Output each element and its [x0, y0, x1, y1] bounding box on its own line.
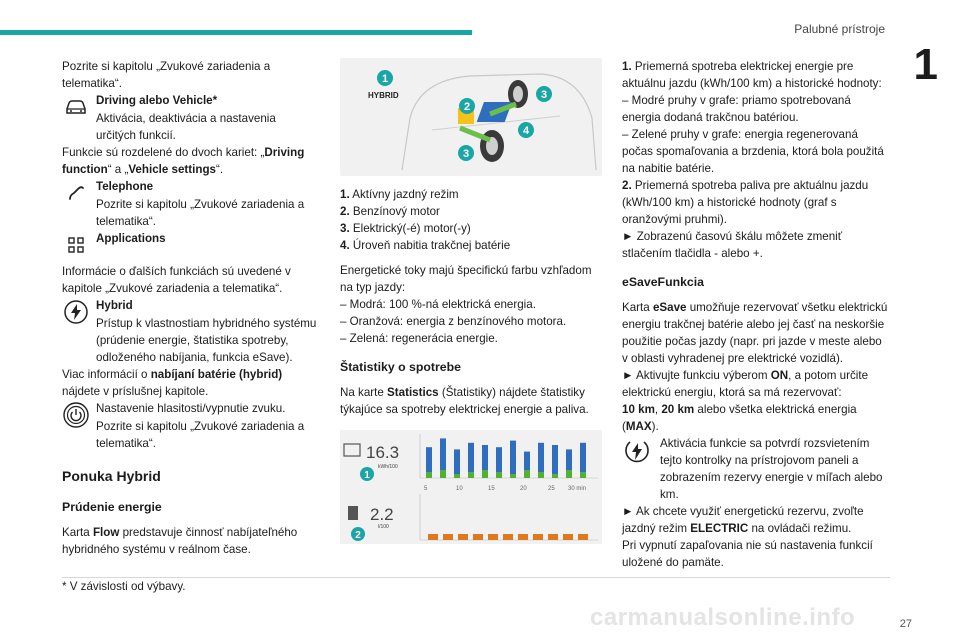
- regen-bar: [580, 472, 586, 478]
- x-tick: 15: [488, 486, 495, 492]
- regen-bar: [482, 470, 488, 478]
- hybrid-bolt-icon: [62, 298, 90, 326]
- electric-value: 16.3: [366, 443, 400, 462]
- electric-bar: [482, 445, 488, 470]
- legend-item: 2. Benzínový motor: [340, 205, 440, 218]
- fuel-bar: [458, 534, 468, 540]
- volume-text: Pozrite si kapitolu „Zvukové zariadenia a telematika“.: [96, 420, 305, 450]
- electric-bar: [538, 443, 544, 472]
- fuel-bar: [518, 534, 528, 540]
- x-tick: 20: [520, 486, 527, 492]
- telephone-title: Telephone: [96, 180, 154, 193]
- svg-text:1: 1: [381, 73, 389, 85]
- statistics-screen-illustration: [340, 430, 602, 544]
- stats-text: Na karte Statistics (Štatistiky) nájdete štatistiky týkajúce sa spotreby elektrickej energie a paliva.: [340, 386, 589, 416]
- fuel-pump-icon: [348, 506, 358, 520]
- section-title: Palubné prístroje: [794, 22, 885, 36]
- scale-text: ► Zobrazenú časovú škálu môžete zmeniť stlačením tlačidla - alebo +.: [622, 230, 843, 260]
- column-right: [622, 58, 890, 571]
- regen-bar: [426, 472, 432, 478]
- electric-bar: [510, 441, 516, 474]
- column-left: [62, 58, 317, 558]
- svg-text:3: 3: [462, 148, 470, 160]
- stats-heading: Štatistiky o spotrebe: [340, 360, 461, 374]
- fuel-bar: [548, 534, 558, 540]
- esave-text: Karta eSave umožňuje rezervovať všetku elektrickú energiu trakčnej batérie alebo jej časť na neskoršie použitie počas jazdy (napr. pri jazde v meste alebo v oblasti vyhradenej pre elektrické vozidlá).: [622, 301, 888, 365]
- svg-text:1: 1: [364, 470, 370, 481]
- fuel-bar: [428, 534, 438, 540]
- regen-bar: [440, 470, 446, 478]
- confirm-item: [622, 435, 890, 503]
- driving-title: Driving alebo Vehicle*: [96, 94, 218, 107]
- fuel-bar: [503, 534, 513, 540]
- p1-text: 1. Priemerná spotreba elektrickej energie pre aktuálnu jazdu (kWh/100 km) a historické hodnoty:: [622, 60, 882, 90]
- legend-item: 1. Aktívny jazdný režim: [340, 188, 459, 201]
- p1-green: – Zelené pruhy v grafe: energia regenerovaná počas spomaľovania a brzdenia, ktorá bola použitá na nabitie batérie.: [622, 128, 884, 175]
- fuel-bar: [443, 534, 453, 540]
- x-tick: 30 min: [568, 486, 587, 492]
- flows-intro: Energetické toky majú špecifickú farbu vzhľadom na typ jazdy:: [340, 264, 592, 294]
- off-text: Pri vypnutí zapaľovania nie sú nastavenia funkcií uložené do pamäte.: [622, 539, 873, 569]
- hybrid-text: Prístup k vlastnostiam hybridného systému (prúdenie energie, štatistika spotreby, odloženého nabíjania, funkcia eSave).: [96, 317, 317, 364]
- electric-bar: [580, 443, 586, 472]
- electric-bar: [426, 447, 432, 472]
- electric-bar: [440, 438, 446, 470]
- menu-heading: Ponuka Hybrid: [62, 468, 161, 484]
- electric-bar: [524, 452, 530, 470]
- svg-text:3: 3: [540, 89, 548, 101]
- charging-text: Viac informácií o nabíjaní batérie (hybrid) nájdete v príslušnej kapitole.: [62, 368, 283, 398]
- use-text: ► Ak chcete využiť energetickú rezervu, zvoľte jazdný režim ELECTRIC na ovládači režimu.: [622, 505, 864, 535]
- intro-text: Pozrite si kapitolu „Zvukové zariadenia a telematika“.: [62, 60, 271, 90]
- car-icon: [62, 93, 90, 121]
- confirm-text: Aktivácia funkcie sa potvrdí rozsvietením tejto kontrolky na prístrojovom paneli a zobrazením rezervy energie v míľach alebo km.: [660, 437, 883, 501]
- header-accent-bar: [0, 30, 472, 35]
- fuel-bar: [488, 534, 498, 540]
- flow-text: Karta Flow predstavuje činnosť nabíjateľného hybridného systému v reálnom čase.: [62, 526, 298, 556]
- electric-bar: [454, 449, 460, 474]
- applications-text: Informácie o ďalších funkciách sú uvedené v kapitole „Zvukové zariadenia a telematika“.: [62, 265, 291, 295]
- x-tick: 10: [456, 486, 463, 492]
- telephone-text: Pozrite si kapitolu „Zvukové zariadenia a telematika“.: [96, 198, 305, 228]
- page-number: 27: [899, 618, 912, 630]
- svg-text:4: 4: [522, 125, 530, 137]
- watermark: carmanualsonline.info: [590, 604, 856, 631]
- regen-bar: [524, 470, 530, 478]
- fuel-unit: l/100: [378, 524, 389, 530]
- p1-blue: – Modré pruhy v grafe: priamo spotrebovaná energia dodaná trakčnou batériou.: [622, 94, 851, 124]
- fuel-bar: [533, 534, 543, 540]
- fuel-value: 2.2: [370, 505, 394, 524]
- regen-bar: [468, 472, 474, 478]
- regen-bar: [454, 474, 460, 478]
- regen-bar: [566, 470, 572, 478]
- flow-orange: – Oranžová: energia z benzínového motora.: [340, 315, 567, 328]
- electric-bar: [566, 449, 572, 470]
- chapter-number: 1: [913, 40, 938, 89]
- volume-title: Nastavenie hlasitosti/vypnutie zvuku.: [96, 402, 286, 415]
- legend-item: 4. Úroveň nabitia trakčnej batérie: [340, 239, 511, 252]
- x-tick: 5: [424, 486, 428, 492]
- esave-indicator-icon: [622, 437, 652, 472]
- p2-text: 2. Priemerná spotreba paliva pre aktuálnu jazdu (kWh/100 km) a historické hodnoty (graf s oranžovými pruhmi).: [622, 179, 869, 226]
- power-volume-icon: [62, 401, 90, 429]
- fuel-bar: [578, 534, 588, 540]
- regen-bar: [538, 472, 544, 478]
- categories-text: Funkcie sú rozdelené do dvoch kariet: „Driving function“ a „Vehicle settings“.: [62, 146, 305, 176]
- regen-bar: [552, 474, 558, 478]
- hybrid-legend: [340, 186, 602, 254]
- electric-unit: kWh/100: [378, 464, 398, 470]
- hybrid-label: HYBRID: [368, 91, 399, 100]
- fuel-bar: [563, 534, 573, 540]
- options-text: 10 km, 20 km alebo všetka elektrická energia (MAX).: [622, 403, 857, 433]
- esave-heading: eSaveFunkcia: [622, 275, 705, 289]
- phone-icon: [62, 179, 90, 207]
- activate-text: ► Aktivujte funkciu výberom ON, a potom určite elektrickú energiu, ktorá sa má rezervovať:: [622, 369, 869, 399]
- flow-heading: Prúdenie energie: [62, 500, 162, 514]
- hybrid-title: Hybrid: [96, 299, 133, 312]
- regen-bar: [510, 474, 516, 478]
- flow-green: – Zelená: regenerácia energie.: [340, 332, 498, 345]
- apps-grid-icon: [62, 231, 90, 259]
- svg-text:2: 2: [463, 101, 471, 113]
- applications-title: Applications: [96, 232, 166, 245]
- column-middle: [340, 58, 602, 544]
- electric-bar: [468, 443, 474, 472]
- flow-blue: – Modrá: 100 %-ná elektrická energia.: [340, 298, 536, 311]
- legend-item: 3. Elektrický(-é) motor(-y): [340, 222, 471, 235]
- footnote-divider: [62, 577, 890, 578]
- fuel-bar: [473, 534, 483, 540]
- hybrid-flow-illustration: [340, 58, 602, 176]
- svg-text:2: 2: [355, 530, 361, 541]
- driving-text: Aktivácia, deaktivácia a nastavenia určitých funkcií.: [96, 112, 276, 142]
- electric-bar: [552, 445, 558, 474]
- x-tick: 25: [548, 486, 555, 492]
- applications-item: [62, 230, 317, 259]
- footnote: * V závislosti od výbavy.: [62, 580, 186, 593]
- regen-bar: [496, 472, 502, 478]
- plug-icon: [344, 444, 360, 456]
- electric-bar: [496, 447, 502, 472]
